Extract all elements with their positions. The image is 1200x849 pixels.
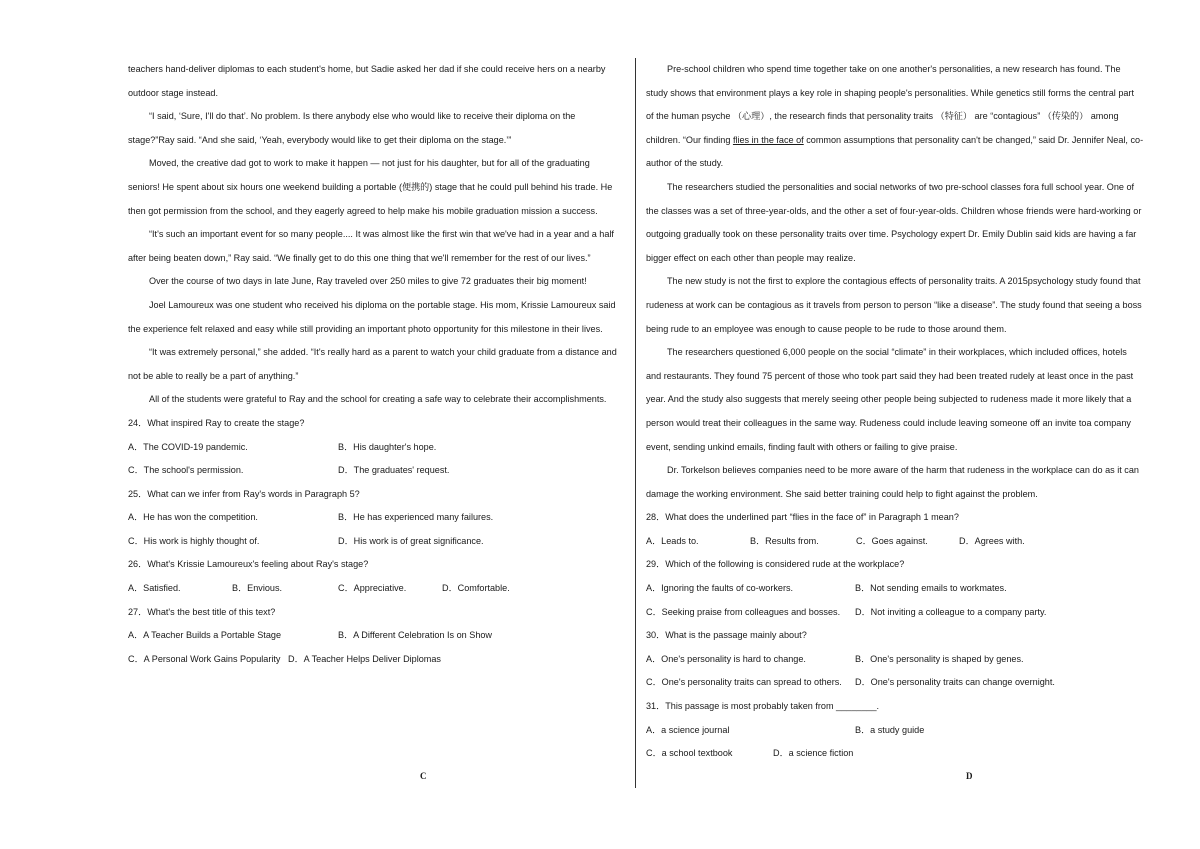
passage-paragraph: Dr. Torkelson believes companies need to be more aware of the harm that rudeness in the workplace can do as it can damage the working environment. She said better training could help to fight against the problem. bbox=[646, 465, 1139, 499]
underlined-phrase: flies in the face of bbox=[732, 134, 804, 145]
question-options-24 bbox=[128, 459, 621, 483]
option-a[interactable]: A．The COVID-19 pandemic. bbox=[128, 441, 248, 452]
option-c[interactable]: C．The school's permission. bbox=[128, 465, 244, 476]
option-b[interactable]: B．Results from. bbox=[750, 535, 819, 546]
option-c[interactable]: C．One's personality traits can spread to others. bbox=[646, 677, 842, 688]
question-options-25 bbox=[128, 530, 621, 554]
question-options-31 bbox=[646, 719, 1144, 743]
option-d[interactable]: D．One's personality traits can change overnight. bbox=[855, 677, 1055, 688]
passage-paragraph: teachers hand-deliver diplomas to each student's home, but Sadie asked her dad if she could receive hers on a nearby outdoor stage instead. bbox=[128, 64, 606, 98]
paragraph-text: common assumptions that personality can't be changed,” said Dr. Jennifer Neal, co-author of the study. bbox=[646, 134, 1144, 169]
passage-paragraph: All of the students were grateful to Ray and the school for creating a safe way to celebrate their accomplishments. bbox=[149, 394, 607, 405]
passage-paragraph bbox=[646, 58, 1144, 176]
option-a[interactable]: A．One's personality is hard to change. bbox=[646, 653, 806, 664]
option-c[interactable]: C．a school textbook bbox=[646, 748, 733, 759]
option-b[interactable]: B．He has experienced many failures. bbox=[338, 512, 494, 523]
question-stem-25: 25．What can we infer from Ray's words in Paragraph 5? bbox=[128, 488, 360, 499]
column-divider bbox=[635, 58, 636, 788]
option-a[interactable]: A．a science journal bbox=[646, 724, 730, 735]
option-b[interactable]: B．Envious. bbox=[232, 583, 283, 594]
question-options-25 bbox=[128, 506, 621, 530]
option-d[interactable]: D．Not inviting a colleague to a company party. bbox=[855, 606, 1047, 617]
question-options-29 bbox=[646, 601, 1144, 625]
option-d[interactable]: D．Comfortable. bbox=[442, 583, 510, 594]
paragraph-text: Pre-school children who spend time together take on one another's personalities, a new research has found. The study shows that environment plays a key role in shaping people's personalities. While genetics still forms the central part of the human psyche （心理）, the research finds that personality traits （特征） are “contagious” （传染的） among children. “Our finding bbox=[646, 64, 1134, 145]
option-d[interactable]: D．His work is of great significance. bbox=[338, 535, 484, 546]
question-stem-26: 26．What's Krissie Lamoureux's feeling about Ray's stage? bbox=[128, 559, 369, 570]
option-d[interactable]: D．A Teacher Helps Deliver Diplomas bbox=[288, 653, 441, 664]
question-stem-29: 29．Which of the following is considered rude at the workplace? bbox=[646, 559, 905, 570]
question-stem-31: 31．This passage is most probably taken from ________. bbox=[646, 701, 880, 712]
question-options-26 bbox=[128, 577, 621, 601]
option-a[interactable]: A．Satisfied. bbox=[128, 583, 181, 594]
question-options-30 bbox=[646, 671, 1144, 695]
option-a[interactable]: A．A Teacher Builds a Portable Stage bbox=[128, 630, 282, 641]
question-stem-28: 28．What does the underlined part “flies in the face of” in Paragraph 1 mean? bbox=[646, 512, 959, 523]
passage-paragraph: Joel Lamoureux was one student who received his diploma on the portable stage. His mom, Krissie Lamoureux said the experience felt relaxed and easy while still providing an important photo opportunity for this milestone in their lives. bbox=[128, 299, 616, 334]
option-a[interactable]: A．Leads to. bbox=[646, 535, 699, 546]
option-b[interactable]: B．A Different Celebration Is on Show bbox=[338, 630, 493, 641]
right-column bbox=[646, 58, 1144, 766]
question-stem-24: 24．What inspired Ray to create the stage? bbox=[128, 417, 305, 428]
option-d[interactable]: D．The graduates' request. bbox=[338, 465, 450, 476]
option-b[interactable]: B．a study guide bbox=[855, 724, 925, 735]
option-c[interactable]: C．Seeking praise from colleagues and bosses. bbox=[646, 606, 841, 617]
passage-paragraph: The new study is not the first to explore the contagious effects of personality traits. A 2015psychology study found that rudeness at work can be contagious as it travels from person to person “like a disease”. The study found that seeing a boss being rude to an employee was enough to cause people to be rude to those around them. bbox=[646, 276, 1142, 334]
question-options-24 bbox=[128, 436, 621, 460]
page-letter-left: C bbox=[420, 771, 427, 781]
option-c[interactable]: C．A Personal Work Gains Popularity bbox=[128, 653, 281, 664]
option-b[interactable]: B．His daughter's hope. bbox=[338, 441, 437, 452]
question-options-31 bbox=[646, 742, 1144, 766]
question-options-30 bbox=[646, 648, 1144, 672]
page-letter-right: D bbox=[966, 771, 973, 781]
question-stem-27: 27．What's the best title of this text? bbox=[128, 606, 276, 617]
passage-paragraph: The researchers questioned 6,000 people on the social “climate” in their workplaces, which included offices, hotels and restaurants. They found 75 percent of those who took part said they had been treated rudely at least once in the past year. And the study also suggests that merely seeing other people being subjected to rudeness made it more likely that a person would treat their colleagues in the same way. Rudeness could include leaving someone off an invite toa company event, sending unkind emails, finding fault with others or failing to give praise. bbox=[646, 347, 1134, 452]
question-options-29 bbox=[646, 577, 1144, 601]
question-options-27 bbox=[128, 648, 621, 672]
left-column bbox=[128, 58, 621, 671]
option-d[interactable]: D．a science fiction bbox=[773, 748, 854, 759]
passage-paragraph: Moved, the creative dad got to work to make it happen — not just for his daughter, but for all of the graduating seniors! He spent about six hours one weekend building a portable (便携的) stage that he could pull behind his trade. He then got permission from the school, and they eagerly agreed to help make his mobile graduation mission a success. bbox=[128, 158, 613, 216]
passage-paragraph: “It was extremely personal,” she added. “It's really hard as a parent to watch your child graduate from a distance and not be able to really be a part of anything.” bbox=[128, 347, 617, 381]
passage-paragraph: Over the course of two days in late June, Ray traveled over 250 miles to give 72 graduates their big moment! bbox=[149, 276, 587, 287]
option-b[interactable]: B．One's personality is shaped by genes. bbox=[855, 653, 1024, 664]
question-options-28 bbox=[646, 530, 1144, 554]
question-options-27 bbox=[128, 624, 621, 648]
passage-paragraph: “I said, ‘Sure, I'll do that’. No problem. Is there anybody else who would like to receive their diploma on the stage?”Ray said. “And she said, ‘Yeah, everybody would like to get their diploma on the stage.’” bbox=[128, 111, 576, 145]
option-b[interactable]: B．Not sending emails to workmates. bbox=[855, 583, 1007, 594]
passage-paragraph: “It's such an important event for so many people.... It was almost like the first win that we've had in a year and a half after being beaten down,” Ray said. “We finally get to do this one thing that we'll remember for the rest of our lives.” bbox=[128, 229, 614, 263]
option-c[interactable]: C．His work is highly thought of. bbox=[128, 535, 260, 546]
question-stem-30: 30．What is the passage mainly about? bbox=[646, 630, 807, 641]
option-a[interactable]: A．Ignoring the faults of co-workers. bbox=[646, 583, 794, 594]
option-c[interactable]: C．Appreciative. bbox=[338, 583, 407, 594]
option-a[interactable]: A．He has won the competition. bbox=[128, 512, 258, 523]
option-d[interactable]: D．Agrees with. bbox=[959, 535, 1025, 546]
passage-paragraph: The researchers studied the personalities and social networks of two pre-school classes fora full school year. One of the classes was a set of three-year-olds, and the other a set of four-year-olds. Children whose friends were hard-working or outgoing gradually took on these personality traits over time. Psychology expert Dr. Emily Dublin said kids are having a far bigger effect on each other than people may realize. bbox=[646, 181, 1142, 263]
option-c[interactable]: C．Goes against. bbox=[856, 535, 928, 546]
